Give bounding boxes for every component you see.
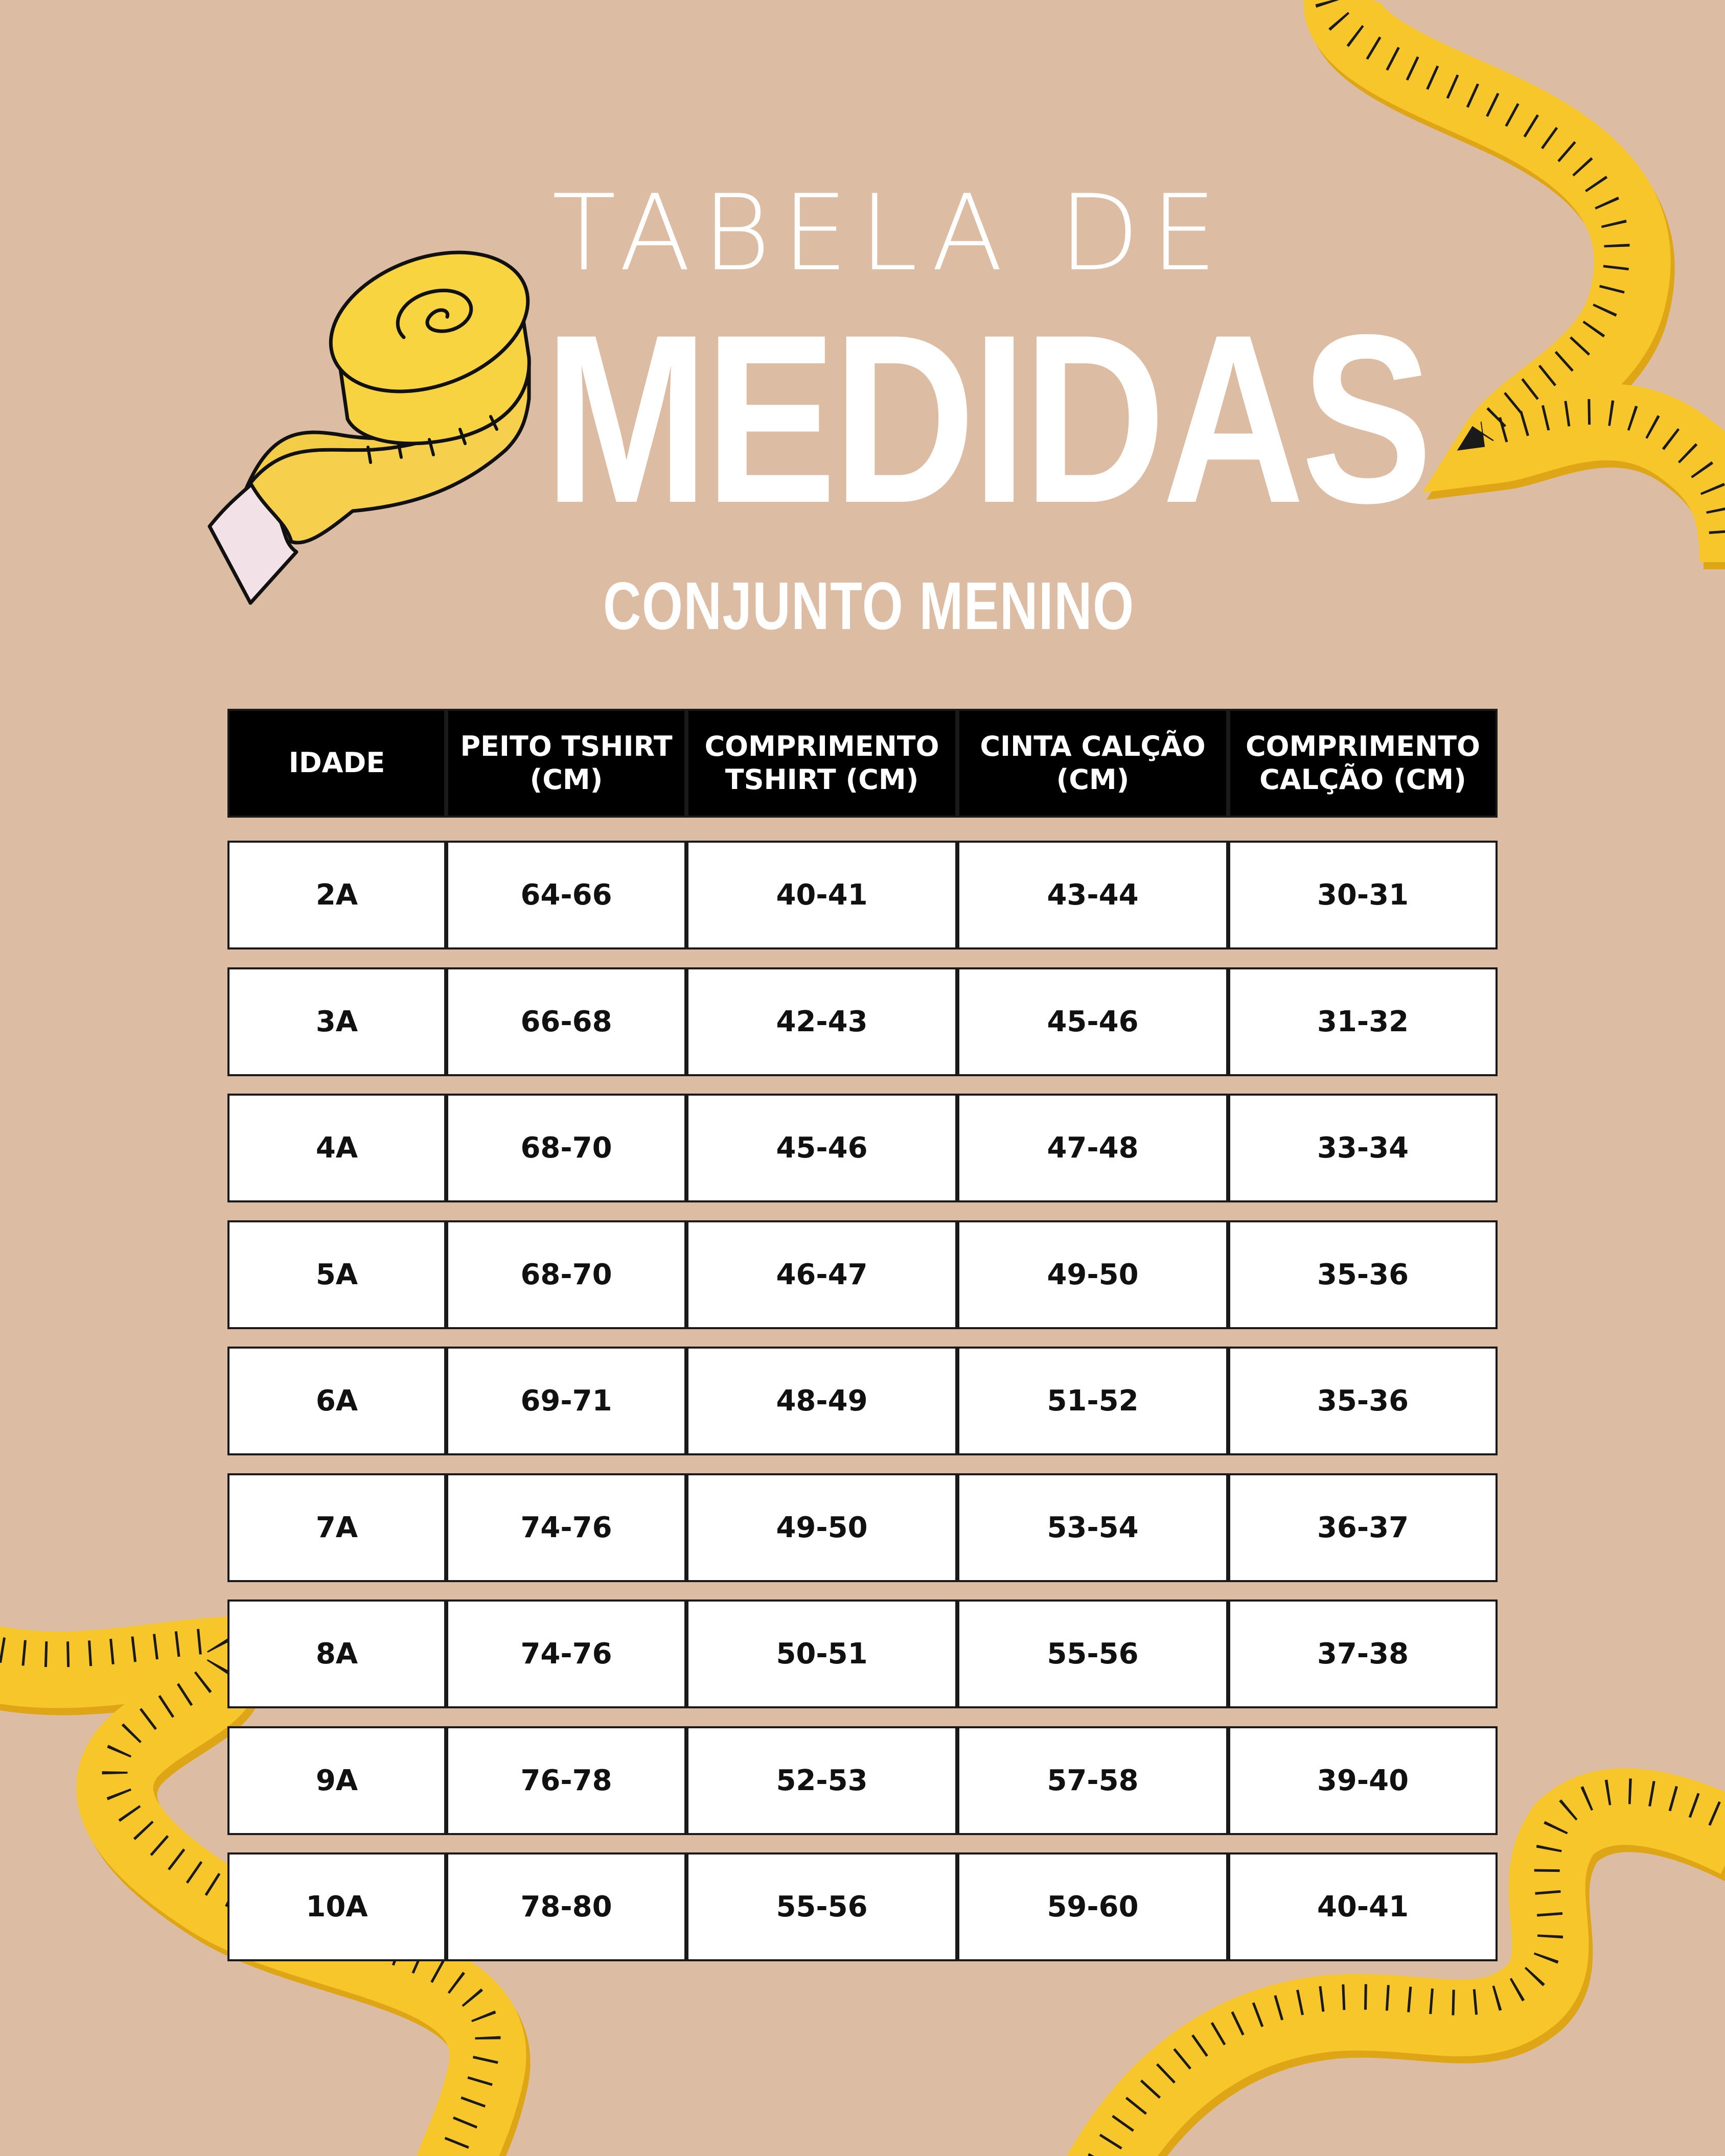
- cell-comprimento-tshirt: 42-43: [686, 967, 957, 1076]
- cell-cinta-calcao: 59-60: [957, 1852, 1228, 1961]
- cell-idade: 8A: [227, 1599, 446, 1708]
- cell-peito-tshirt: 64-66: [446, 841, 686, 949]
- cell-comprimento-tshirt: 49-50: [686, 1473, 957, 1582]
- cell-cinta-calcao: 49-50: [957, 1220, 1228, 1329]
- cell-comprimento-calcao: 35-36: [1228, 1347, 1498, 1455]
- cell-comprimento-calcao: 40-41: [1228, 1852, 1498, 1961]
- cell-comprimento-tshirt: 50-51: [686, 1599, 957, 1708]
- cell-peito-tshirt: 69-71: [446, 1347, 686, 1455]
- header-cinta-calcao: CINTA CALÇÃO (CM): [957, 709, 1228, 818]
- cell-comprimento-calcao: 31-32: [1228, 967, 1498, 1076]
- cell-cinta-calcao: 47-48: [957, 1094, 1228, 1202]
- cell-comprimento-tshirt: 46-47: [686, 1220, 957, 1329]
- cell-peito-tshirt: 76-78: [446, 1726, 686, 1835]
- cell-comprimento-calcao: 33-34: [1228, 1094, 1498, 1202]
- cell-comprimento-tshirt: 55-56: [686, 1852, 957, 1961]
- cell-comprimento-tshirt: 48-49: [686, 1347, 957, 1455]
- cell-comprimento-tshirt: 40-41: [686, 841, 957, 949]
- cell-idade: 2A: [227, 841, 446, 949]
- tape-roll-icon: [210, 227, 547, 603]
- cell-peito-tshirt: 74-76: [446, 1473, 686, 1582]
- cell-idade: 6A: [227, 1347, 446, 1455]
- cell-peito-tshirt: 68-70: [446, 1220, 686, 1329]
- tape-bottom-right: [1099, 1791, 1725, 2156]
- title-line-2: MEDIDAS: [544, 285, 1430, 553]
- cell-cinta-calcao: 55-56: [957, 1599, 1228, 1708]
- cell-idade: 10A: [227, 1852, 446, 1961]
- cell-comprimento-calcao: 36-37: [1228, 1473, 1498, 1582]
- cell-cinta-calcao: 43-44: [957, 841, 1228, 949]
- cell-idade: 4A: [227, 1094, 446, 1202]
- cell-idade: 5A: [227, 1220, 446, 1329]
- cell-idade: 7A: [227, 1473, 446, 1582]
- cell-idade: 3A: [227, 967, 446, 1076]
- subtitle: CONJUNTO MENINO: [603, 568, 1135, 643]
- cell-cinta-calcao: 53-54: [957, 1473, 1228, 1582]
- cell-comprimento-calcao: 37-38: [1228, 1599, 1498, 1708]
- cell-comprimento-calcao: 30-31: [1228, 841, 1498, 949]
- cell-comprimento-tshirt: 45-46: [686, 1094, 957, 1202]
- cell-cinta-calcao: 51-52: [957, 1347, 1228, 1455]
- cell-comprimento-calcao: 35-36: [1228, 1220, 1498, 1329]
- header-comprimento-calcao: COMPRIMENTO CALÇÃO (CM): [1228, 709, 1498, 818]
- cell-comprimento-calcao: 39-40: [1228, 1726, 1498, 1835]
- cell-cinta-calcao: 45-46: [957, 967, 1228, 1076]
- cell-cinta-calcao: 57-58: [957, 1726, 1228, 1835]
- header-idade: IDADE: [227, 709, 446, 818]
- cell-peito-tshirt: 66-68: [446, 967, 686, 1076]
- cell-idade: 9A: [227, 1726, 446, 1835]
- header-comprimento-tshirt: COMPRIMENTO TSHIRT (CM): [686, 709, 957, 818]
- cell-peito-tshirt: 68-70: [446, 1094, 686, 1202]
- header-peito-tshirt: PEITO TSHIRT (CM): [446, 709, 686, 818]
- cell-peito-tshirt: 78-80: [446, 1852, 686, 1961]
- cell-peito-tshirt: 74-76: [446, 1599, 686, 1708]
- title-line-1: TABELA DE: [552, 173, 1228, 294]
- cell-comprimento-tshirt: 52-53: [686, 1726, 957, 1835]
